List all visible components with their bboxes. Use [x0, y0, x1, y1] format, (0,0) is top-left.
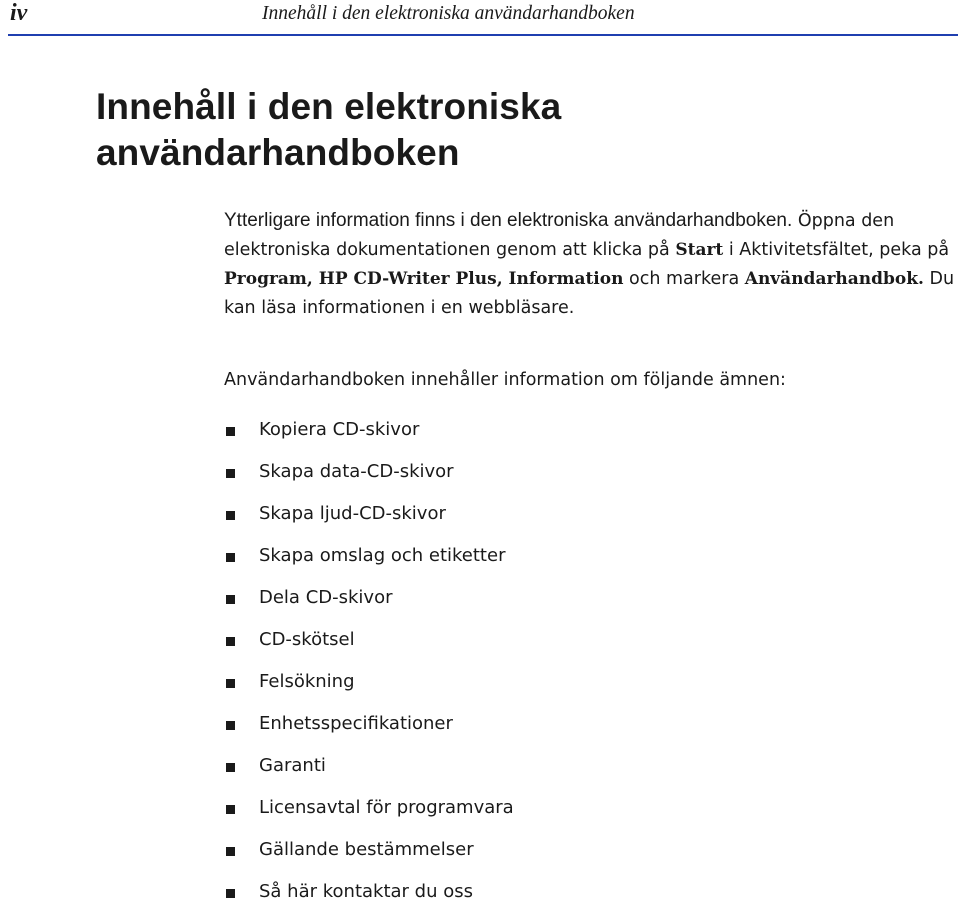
topic-label: Felsökning — [259, 671, 355, 692]
topic-label: Kopiera CD-skivor — [259, 419, 420, 440]
list-item — [0, 457, 720, 499]
topic-label: Skapa omslag och etiketter — [259, 545, 506, 566]
square-bullet-icon — [226, 427, 235, 436]
intro-open-text: Öppna den elektroniska dokumentationen genom att klicka på — [224, 211, 895, 260]
square-bullet-icon — [226, 721, 235, 730]
list-item — [0, 625, 720, 667]
running-title: Innehåll i den elektroniska användarhandboken — [262, 3, 635, 24]
square-bullet-icon — [226, 511, 235, 520]
handbook-label: Användarhandbok — [744, 269, 919, 289]
intro-paragraph — [224, 206, 958, 323]
running-header — [0, 0, 960, 34]
header-rule — [8, 34, 958, 36]
topic-label: Dela CD-skivor — [259, 587, 393, 608]
intro-taskbar-text: i Aktivitetsfältet, peka på — [723, 240, 950, 260]
page-number: iv — [10, 0, 28, 26]
page-title-line-1: Innehåll i den elektroniska — [96, 86, 562, 127]
topic-label: Skapa data-CD-skivor — [259, 461, 454, 482]
list-item — [0, 541, 720, 583]
list-item — [0, 835, 720, 877]
topic-label: Enhetsspecifikationer — [259, 713, 453, 734]
intro-period: . — [918, 269, 924, 289]
square-bullet-icon — [226, 889, 235, 898]
intro-browser-text: Du kan läsa informationen i en webbläsare. — [224, 269, 955, 318]
list-item — [0, 877, 720, 919]
topics-lead: Användarhandboken innehåller information om följande ämnen: — [224, 370, 786, 390]
page-title — [96, 84, 856, 176]
topic-label: Så här kontaktar du oss — [259, 881, 473, 902]
topic-label: Licensavtal för programvara — [259, 797, 514, 818]
topic-label: Skapa ljud-CD-skivor — [259, 503, 446, 524]
topic-label: Garanti — [259, 755, 326, 776]
square-bullet-icon — [226, 553, 235, 562]
square-bullet-icon — [226, 847, 235, 856]
topic-label: CD-skötsel — [259, 629, 355, 650]
list-item — [0, 583, 720, 625]
square-bullet-icon — [226, 805, 235, 814]
menu-path: Program, HP CD-Writer Plus, Information — [224, 269, 624, 289]
list-item — [0, 499, 720, 541]
list-item — [0, 667, 720, 709]
topic-label: Gällande bestämmelser — [259, 839, 474, 860]
list-item — [0, 751, 720, 793]
intro-mark-text: och markera — [623, 269, 745, 289]
list-item — [0, 415, 720, 457]
square-bullet-icon — [226, 679, 235, 688]
intro-sentence-1: Ytterligare information finns i den elektroniska användarhandboken. — [224, 210, 793, 231]
list-item — [0, 709, 720, 751]
square-bullet-icon — [226, 469, 235, 478]
list-item — [0, 793, 720, 835]
topic-list — [0, 415, 720, 919]
square-bullet-icon — [226, 637, 235, 646]
start-label: Start — [675, 240, 724, 260]
square-bullet-icon — [226, 763, 235, 772]
page-title-line-2: användarhandboken — [96, 132, 460, 173]
square-bullet-icon — [226, 595, 235, 604]
